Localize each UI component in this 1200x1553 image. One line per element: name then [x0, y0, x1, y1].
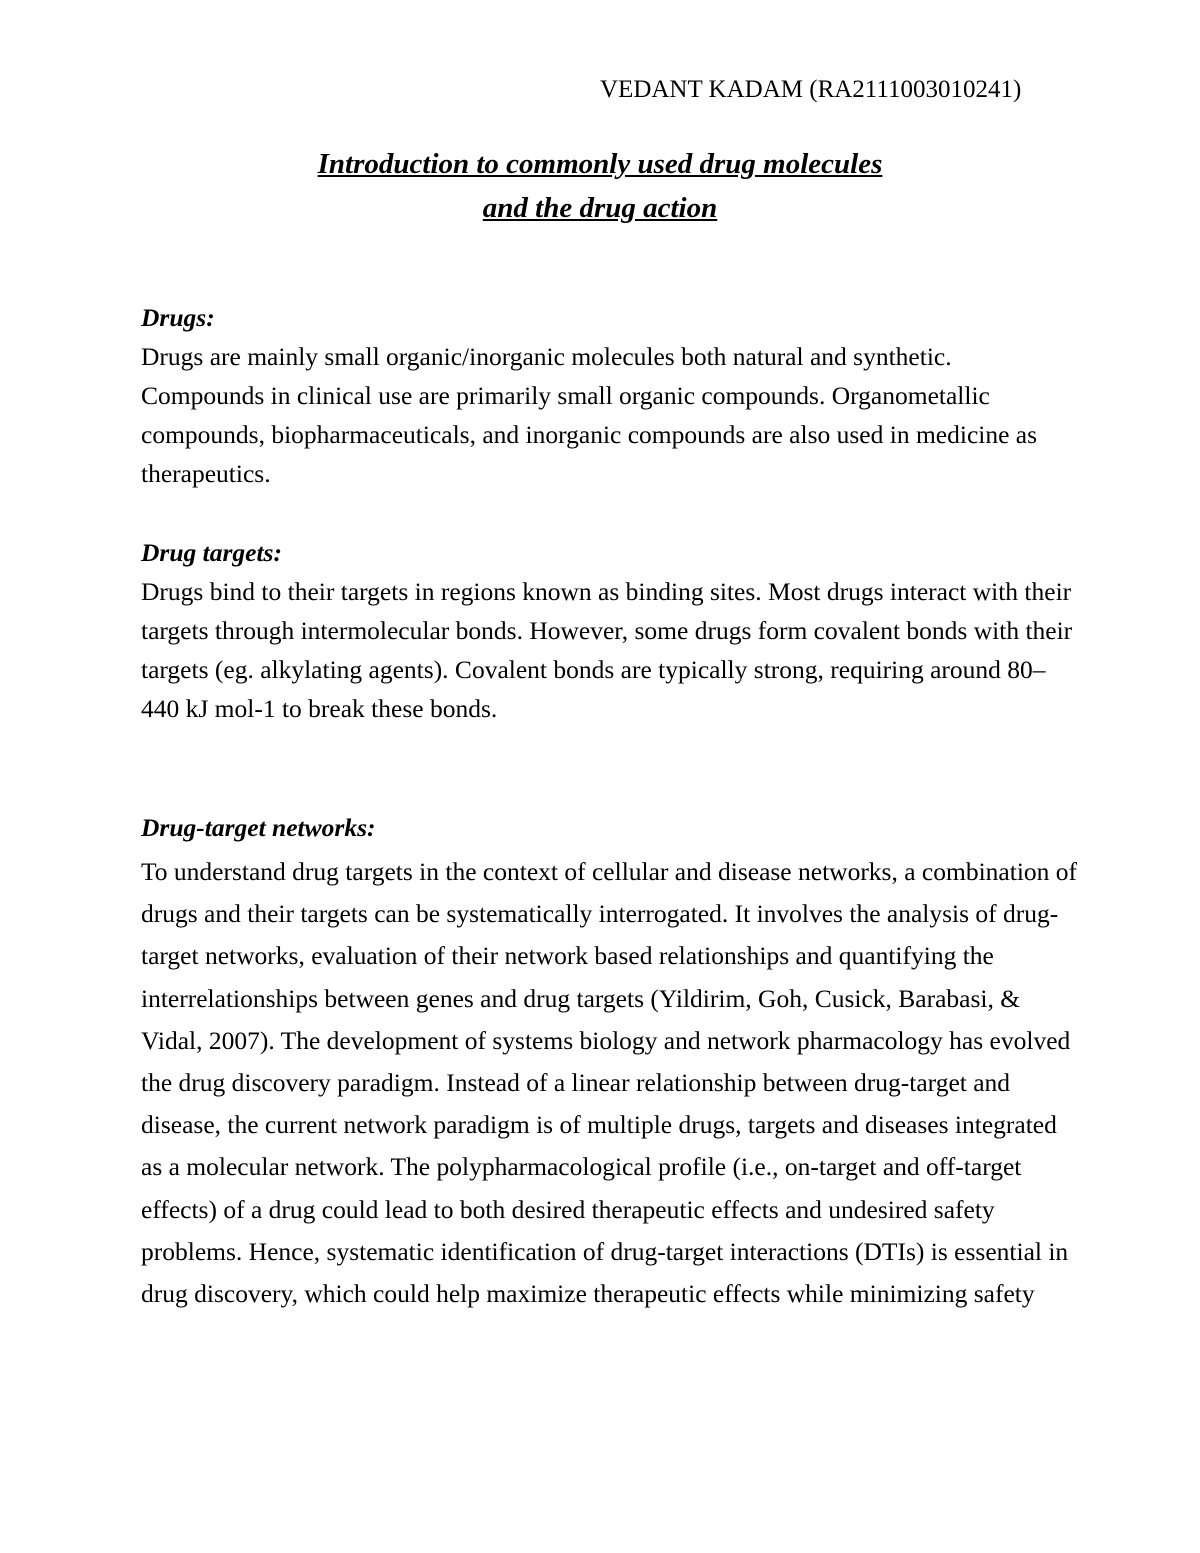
section-drug-target-networks: [141, 808, 1081, 1315]
title-line-2: and the drug action: [482, 192, 718, 224]
section-paragraph: Drugs bind to their targets in regions known as binding sites. Most drugs interact with their targets through intermolecular bonds. However, some drugs form covalent bonds with their targets (eg. alkylating agents). Covalent bonds are typically strong, requiring around 80–440 kJ mol-1 to break these bonds.: [141, 577, 1073, 723]
section-heading: Drugs:: [141, 303, 215, 332]
section-heading: Drug-target networks:: [141, 813, 376, 842]
section-paragraph: To understand drug targets in the context of cellular and disease networks, a combination of drugs and their targets can be systematically interrogated. It involves the analysis of drug-target networks, evaluation of their network based relationships and quantifying the interrelationships between genes and drug targets (Yildirim, Goh, Cusick, Barabasi, & Vidal, 2007). The development of systems biology and network pharmacology has evolved the drug discovery paradigm. Instead of a linear relationship between drug-target and disease, the current network paradigm is of multiple drugs, targets and diseases integrated as a molecular network. The polypharmacological profile (i.e., on-target and off-target effects) of a drug could lead to both desired therapeutic effects and undesired safety problems. Hence, systematic identification of drug-target interactions (DTIs) is essential in drug discovery, which could help maximize therapeutic effects while minimizing safety: [141, 857, 1078, 1309]
section-paragraph: Drugs are mainly small organic/inorganic molecules both natural and synthetic. Compounds in clinical use are primarily small organic compounds. Organometallic compounds, biopharmaceuticals, and inorganic compounds are also used in medicine as therapeutics.: [141, 342, 1038, 488]
section-heading: Drug targets:: [141, 538, 282, 567]
section-drugs: [141, 298, 1081, 493]
section-drug-targets: [141, 533, 1081, 728]
title-line-1: Introduction to commonly used drug molecules: [317, 148, 883, 180]
author-header: VEDANT KADAM (RA2111003010241): [600, 76, 1022, 103]
document-title: [100, 142, 1100, 230]
